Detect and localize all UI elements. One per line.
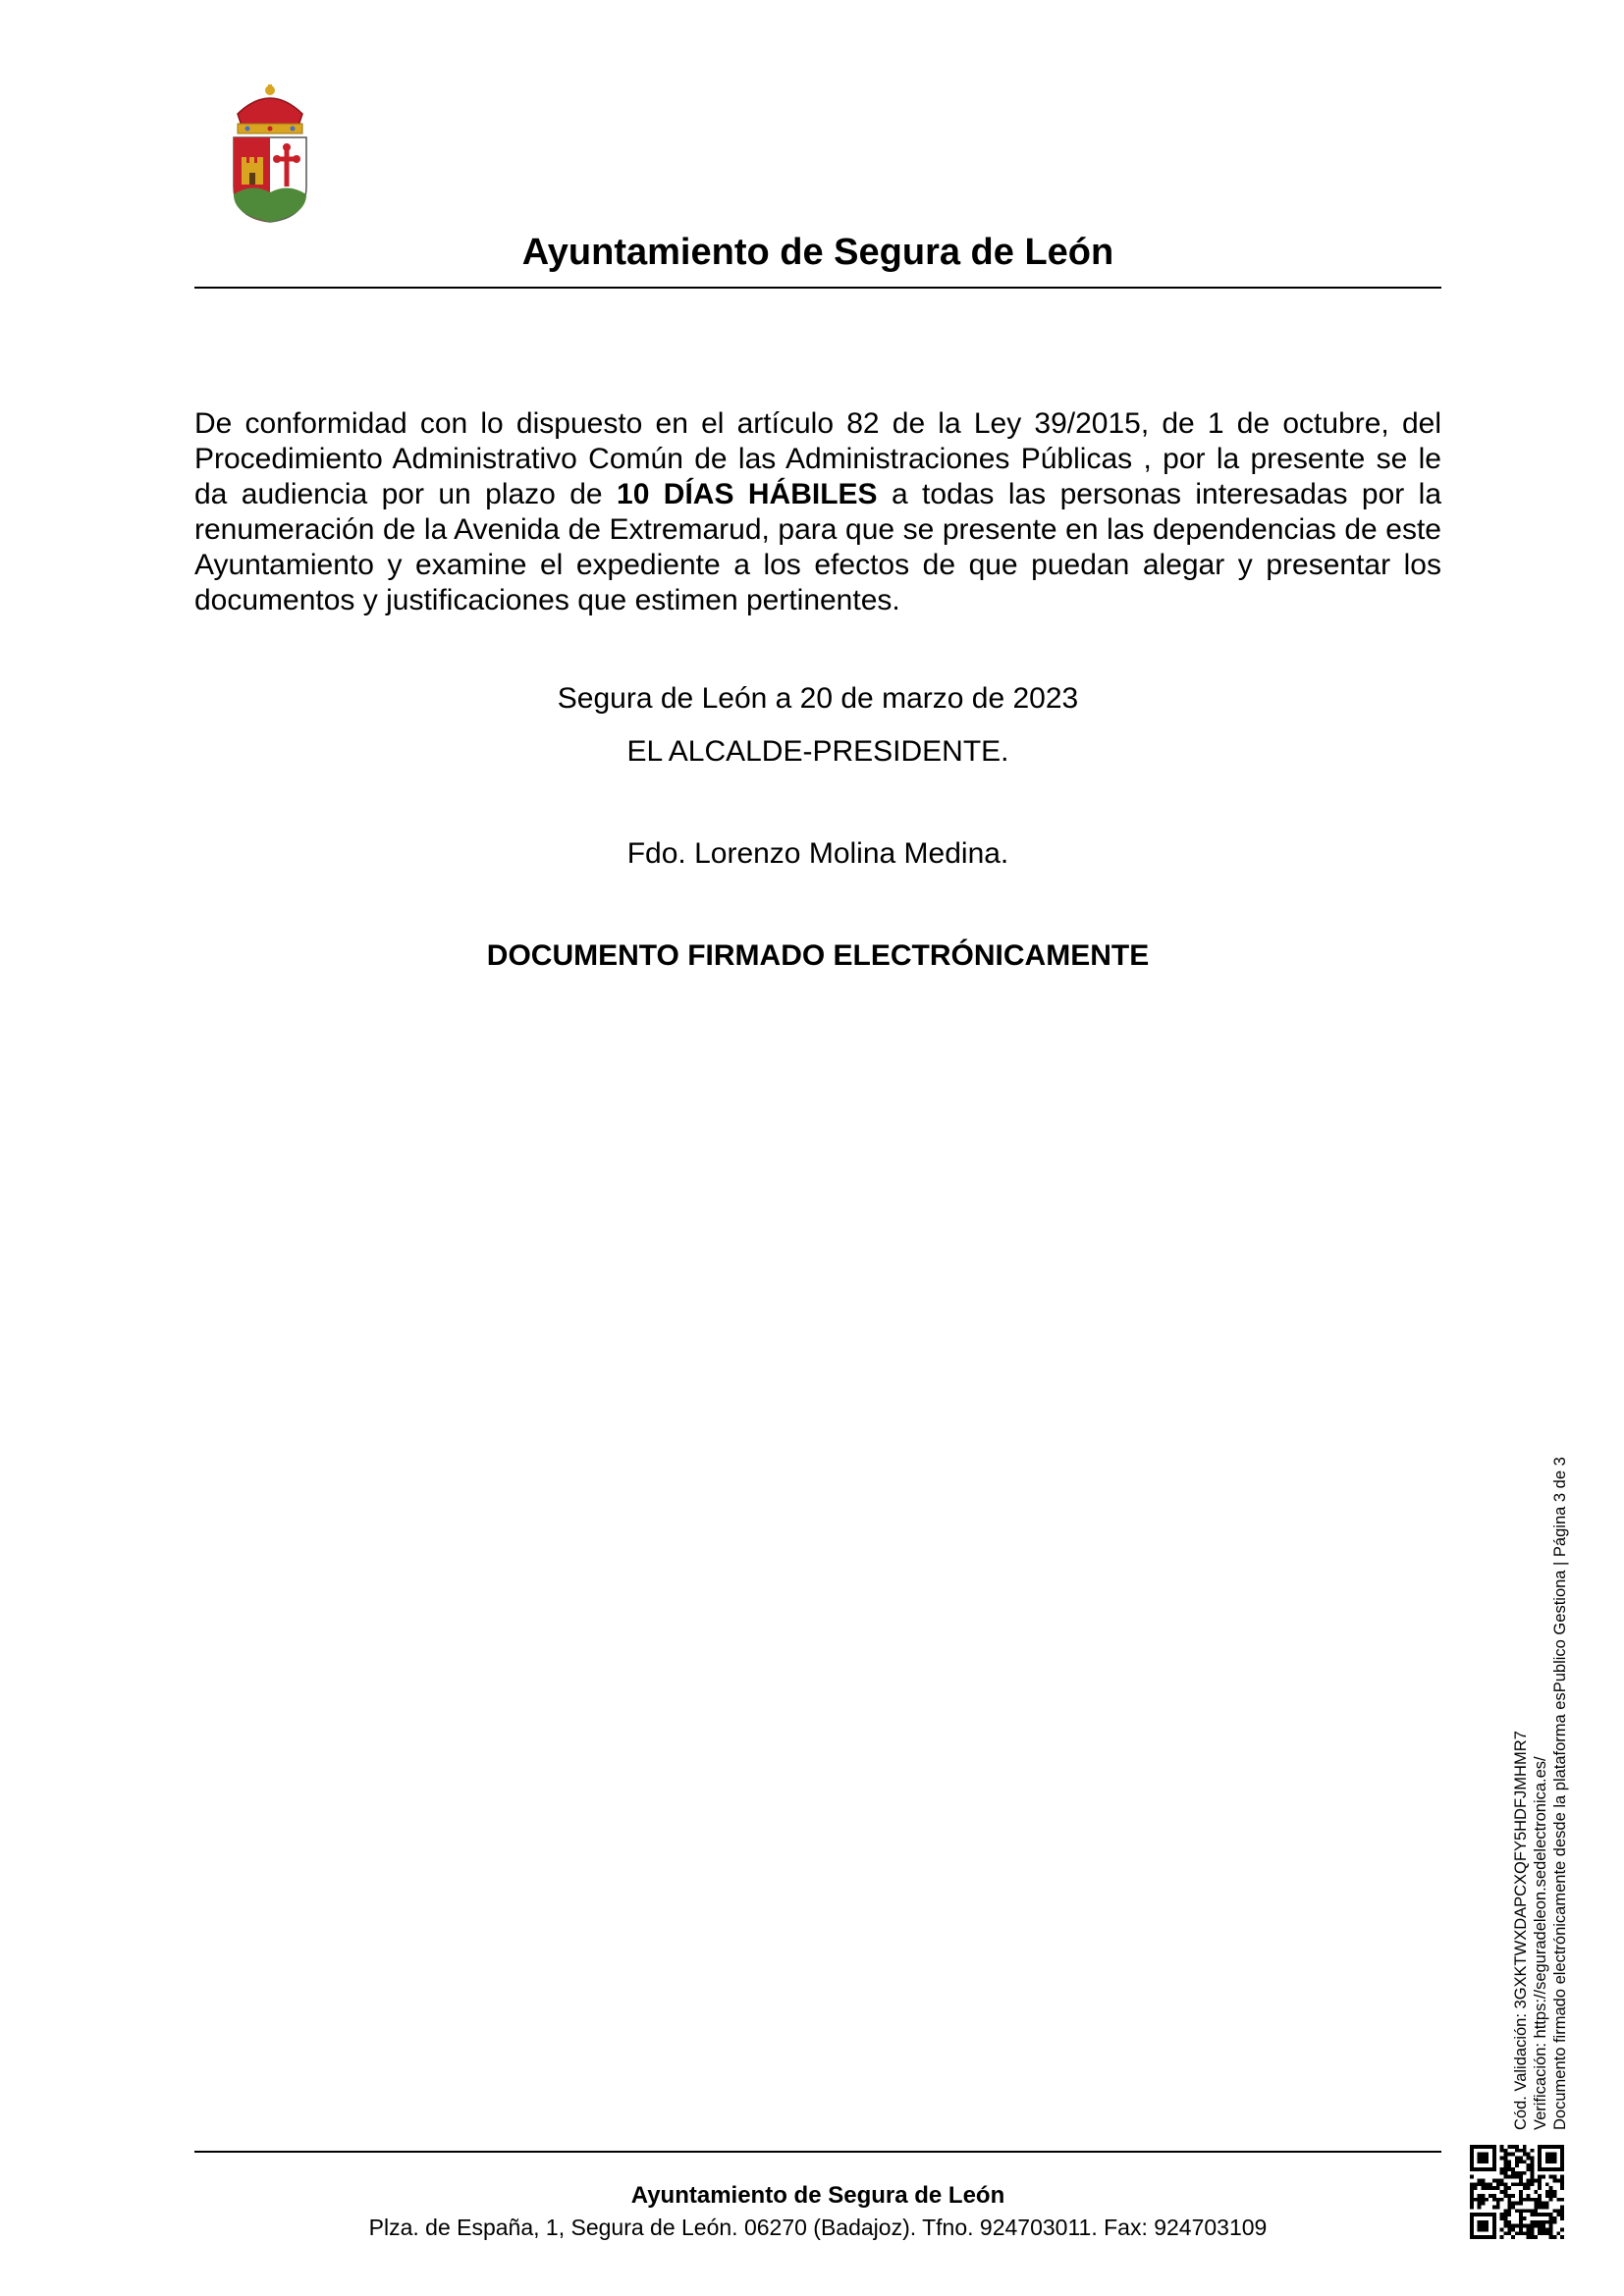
footer-address: Plza. de España, 1, Segura de León. 06270 (Badajoz). Tfno. 924703011. Fax: 924703109 xyxy=(368,2215,1268,2240)
page-title: Ayuntamiento de Segura de León xyxy=(521,232,1114,273)
footer-divider xyxy=(194,2151,1441,2153)
qr-code-icon xyxy=(1470,2145,1564,2239)
validation-code: Cód. Validación: 3GXKTWXDAPCXQFY5HDFJMHMR7 xyxy=(1512,1731,1530,2130)
header-divider xyxy=(194,287,1441,289)
electronic-signature-notice: DOCUMENTO FIRMADO ELECTRÓNICAMENTE xyxy=(486,939,1150,972)
verification-side-note xyxy=(1511,1423,1570,2130)
place-date: Segura de León a 20 de marzo de 2023 xyxy=(557,682,1079,715)
body-text-rest: a todas las personas interesadas por la renumeración de la Avenida de Extremarud, para que se presente en las dependencias de este Ayuntamiento y examine el expediente a los efectos de que puedan alegar y presentar los documentos y justificaciones que estimen pertinentes. xyxy=(194,478,1442,616)
body-text-lead: De conformidad con lo dispuesto en el artículo 82 de la Ley 39/2015, de 1 de octubre, del Procedimiento Administrativo Común de las Administraciones Públicas , por la presente se le da audiencia por un plazo de xyxy=(194,407,1441,510)
deadline-highlight: 10 DÍAS HÁBILES xyxy=(617,478,878,510)
footer-title: Ayuntamiento de Segura de León xyxy=(630,2182,1005,2209)
verification-url: Verificación: https://seguradeleon.sedelectronica.es/ xyxy=(1532,1756,1549,2130)
signer-name: Fdo. Lorenzo Molina Medina. xyxy=(626,837,1009,870)
coat-of-arms-icon xyxy=(228,84,312,224)
platform-note: Documento firmado electrónicamente desde la plataforma esPublico Gestiona | Página 3 de 3 xyxy=(1551,1457,1569,2130)
body-paragraph xyxy=(194,406,1441,618)
signer-role: EL ALCALDE-PRESIDENTE. xyxy=(626,735,1009,768)
